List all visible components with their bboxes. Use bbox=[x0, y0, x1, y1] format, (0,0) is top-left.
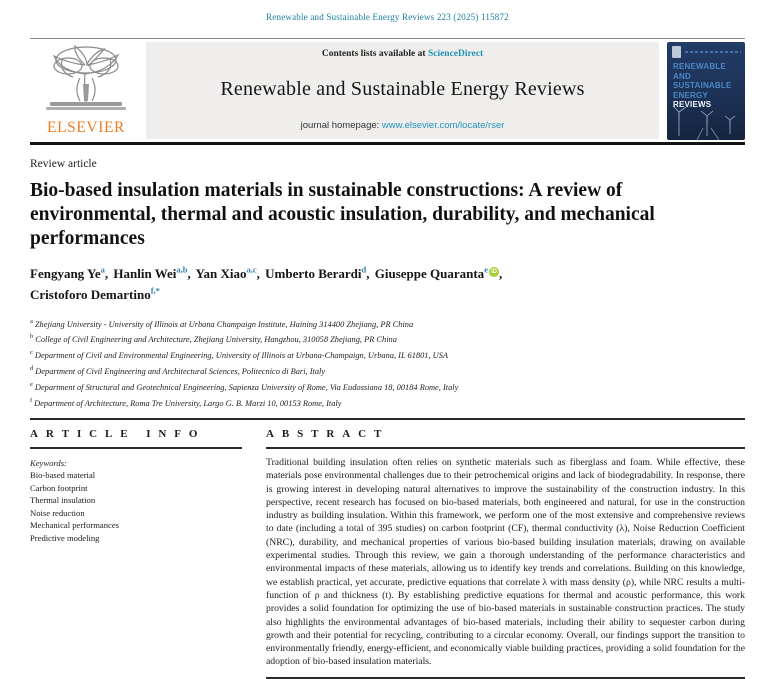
abstract-heading: A B S T R A C T bbox=[266, 428, 385, 441]
affil-label: d bbox=[30, 365, 34, 373]
cover-microtext bbox=[685, 51, 741, 53]
author bbox=[113, 266, 190, 281]
cover-title-line: SUSTAINABLE bbox=[673, 81, 732, 90]
author-name[interactable]: Hanlin Wei bbox=[113, 266, 177, 282]
sciencedirect-link[interactable]: ScienceDirect bbox=[427, 49, 484, 59]
keyword: Mechanical performances bbox=[30, 520, 119, 531]
masthead bbox=[30, 38, 745, 139]
author bbox=[196, 266, 260, 281]
author-name[interactable]: Giuseppe Quaranta bbox=[374, 266, 485, 282]
abstract-column bbox=[266, 428, 745, 678]
cover-wind-turbines-icon bbox=[667, 98, 745, 140]
author bbox=[265, 266, 369, 281]
affil-label: c bbox=[30, 349, 33, 357]
author-affil-sup: f,* bbox=[150, 285, 160, 296]
author-separator: , bbox=[187, 266, 191, 282]
homepage-line bbox=[301, 120, 505, 131]
elsevier-wordmark: ELSEVIER bbox=[47, 119, 125, 136]
keyword: Carbon footprint bbox=[30, 482, 88, 493]
elsevier-tree-icon bbox=[40, 44, 132, 118]
author bbox=[375, 266, 502, 281]
keyword: Thermal insulation bbox=[30, 495, 96, 506]
affiliation bbox=[30, 315, 745, 331]
journal-cover-thumbnail[interactable] bbox=[667, 42, 745, 140]
author-affil-sup: d bbox=[361, 265, 367, 275]
article-info-column bbox=[30, 428, 242, 678]
affil-text: Department of Architecture, Roma Tre University, Largo G. B. Marzi 10, 00153 Rome, Italy bbox=[34, 398, 342, 408]
journal-reference: Renewable and Sustainable Energy Reviews 223 (2025) 115872 bbox=[266, 12, 509, 22]
author-name[interactable]: Cristoforo Demartino bbox=[30, 286, 151, 302]
keyword: Bio-based material bbox=[30, 470, 96, 481]
affil-text: Department of Civil Engineering and Architectural Sciences, Politecnico di Bari, Italy bbox=[35, 366, 326, 376]
affil-text: Department of Structural and Geotechnical Engineering, Sapienza University of Rome, Via Eudossiana 18, 00184 Rome, Italy bbox=[34, 382, 459, 392]
info-abstract-columns bbox=[30, 428, 745, 678]
affil-text: Department of Civil and Environmental Engineering, University of Illinois at Urbana-Champaign, Urbana, IL 61801, USA bbox=[34, 351, 449, 361]
keyword: Predictive modeling bbox=[30, 532, 100, 543]
article-info-heading: A R T I C L E I N F O bbox=[30, 428, 201, 441]
affiliation bbox=[30, 330, 745, 346]
keywords-label: Keywords: bbox=[30, 457, 67, 468]
article-type-label: Review article bbox=[30, 158, 97, 170]
elsevier-logo bbox=[30, 42, 142, 139]
abstract-text: Traditional building insulation often relies on synthetic materials such as fiberglass and foam. While effective, these materials pose environmental challenges due to their petrochemical origins and lack of biodegradability. In response, there is growing interest in developing natural alternatives to improve the sustainability of the construction industry. In this perspective, recent research has focused on bio-based materials, both engineered and natural, for use in the construction industry as building insulation. Within this framework, we perform one of the most extensive and comprehensive reviews to date (including a total of 395 studies) on carbon footprint (CF), thermal conductivity (λ), Noise Reduction Coefficient (NRC), durability, and mechanical properties of various bio-based building insulation materials, drawing on available experimental studies. Through this review, we gain a thorough understanding of the performance characteristics and environmental impacts of these materials, allowing us to identify key trends and correlations. Building on this knowledge, we establish practical, yet accurate, predictive equations that correlate λ with mass density (ρ), while NRC results a multi-function of ρ and thickness (t). By establishing predictive equations for thermal and acoustic performance, this work provides a solid foundation for optimizing the use of bio-based materials in sustainable construction practices. The study also highlights the environmental advantages of bio-based materials, including their ability to sequester carbon during growth and their potential for recycling, contributing to a circular economy. Overall, our findings support the transition to environmentally friendly, energy-efficient, and economically viable building practices, providing a solid foundation for the adoption of bio-based insulation materials. bbox=[266, 456, 745, 668]
abstract-rule bbox=[266, 447, 745, 449]
author-affil-sup: a bbox=[100, 265, 105, 275]
homepage-link[interactable]: www.elsevier.com/locate/rser bbox=[381, 120, 505, 131]
author-affil-sup: a,b bbox=[176, 265, 188, 275]
cover-title-accent: REVIEWS bbox=[673, 100, 712, 109]
author-name[interactable]: Fengyang Ye bbox=[30, 266, 101, 282]
homepage-prefix: journal homepage: bbox=[300, 120, 380, 131]
affil-label: b bbox=[30, 333, 34, 341]
author bbox=[30, 287, 160, 302]
keyword: Noise reduction bbox=[30, 507, 85, 518]
article-title: Bio-based insulation materials in sustainable constructions: A review of environmental, thermal and acoustic insulation, durability, and mechanical performances bbox=[30, 180, 655, 249]
cover-title-line: AND bbox=[673, 71, 691, 81]
abstract-bottom-divider bbox=[266, 677, 745, 679]
cover-title-line: RENEWABLE bbox=[673, 62, 726, 71]
author bbox=[30, 266, 108, 281]
affil-text: Zhejiang University - University of Illinois at Urbana Champaign Institute, Haining 314400 Zhejiang, PR China bbox=[34, 319, 414, 329]
article-info-rule bbox=[30, 447, 242, 449]
author-name[interactable]: Umberto Berardi bbox=[265, 266, 362, 282]
author-separator: , bbox=[104, 266, 109, 282]
author-separator: , bbox=[366, 266, 370, 282]
affil-label: e bbox=[30, 380, 33, 388]
affil-text: College of Civil Engineering and Architecture, Zhejiang University, Hangzhou, 310058 Zhejiang, PR China bbox=[35, 335, 397, 345]
author-list bbox=[30, 262, 745, 303]
author-name[interactable]: Yan Xiao bbox=[195, 266, 247, 282]
affiliation bbox=[30, 362, 745, 378]
author-affil-sup: e bbox=[484, 265, 488, 275]
affiliation bbox=[30, 394, 745, 410]
cover-title-line: ENERGY bbox=[673, 90, 708, 100]
masthead-center bbox=[146, 42, 659, 139]
keywords-block bbox=[30, 457, 242, 545]
affiliation bbox=[30, 378, 745, 394]
author-separator: , bbox=[256, 266, 260, 282]
affiliation bbox=[30, 346, 745, 362]
masthead-divider bbox=[30, 142, 745, 145]
contents-prefix: Contents lists available at bbox=[321, 49, 426, 59]
affil-label: f bbox=[30, 396, 33, 404]
author-affil-sup: a,c bbox=[246, 265, 257, 275]
contents-line bbox=[322, 49, 483, 59]
affil-label: a bbox=[30, 317, 33, 325]
info-section-divider bbox=[30, 418, 745, 420]
affiliation-list bbox=[30, 315, 745, 410]
journal-title: Renewable and Sustainable Energy Reviews bbox=[220, 78, 585, 100]
author-separator: , bbox=[498, 266, 503, 282]
orcid-icon[interactable]: iD bbox=[490, 269, 497, 275]
cover-elsevier-mark-icon bbox=[672, 46, 681, 58]
